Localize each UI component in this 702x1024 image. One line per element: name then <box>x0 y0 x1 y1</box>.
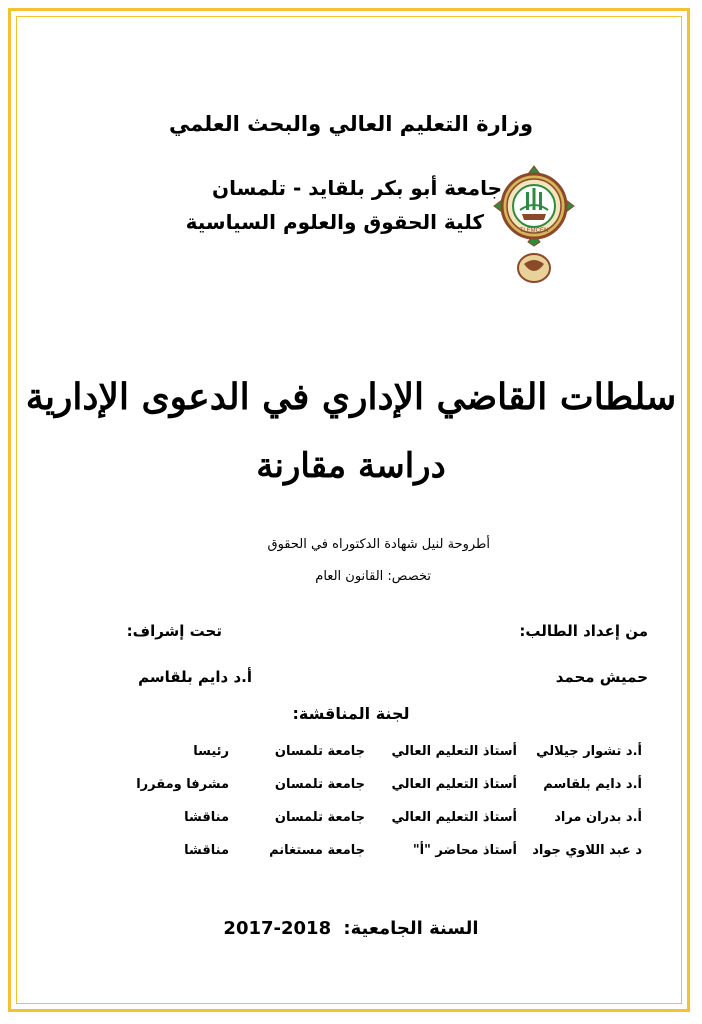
member-rank: أستاذ التعليم العالي <box>391 744 517 759</box>
committee-member-row <box>0 744 702 764</box>
prepared-by-label: من إعداد الطالب: <box>519 622 648 640</box>
university-logo <box>488 160 580 288</box>
thesis-purpose: أطروحة لنيل شهادة الدكتوراه في الحقوق <box>267 537 490 552</box>
logo-text: TLEMCEN <box>519 228 549 234</box>
academic-year-label: السنة الجامعية: <box>343 918 479 939</box>
ministry-title: وزارة التعليم العالي والبحث العلمي <box>168 112 534 136</box>
member-rank: أستاذ التعليم العالي <box>391 777 517 792</box>
member-university: جامعة مستغانم <box>269 843 365 858</box>
committee-member-row <box>0 810 702 830</box>
student-name: حميش محمد <box>555 668 648 686</box>
university-emblem-icon <box>488 160 580 288</box>
member-name: أ.د بدران مراد <box>554 810 642 825</box>
member-name: أ.د تشوار جيلالي <box>536 744 642 759</box>
committee-member-row <box>0 843 702 863</box>
thesis-specialty: تخصص: القانون العام <box>315 569 431 584</box>
member-role: رئيسا <box>193 744 229 759</box>
committee-heading: لجنة المناقشة: <box>292 704 410 723</box>
supervisor-name: أ.د دايم بلقاسم <box>138 668 252 686</box>
faculty-name: كلية الحقوق والعلوم السياسية <box>185 210 484 234</box>
thesis-title: سلطات القاضي الإداري في الدعوى الإدارية <box>25 376 677 418</box>
committee-member-row <box>0 777 702 797</box>
member-university: جامعة تلمسان <box>274 744 365 759</box>
member-name: د عبد اللاوي جواد <box>532 843 642 858</box>
thesis-subtitle: دراسة مقارنة <box>256 446 446 486</box>
member-role: مشرفا ومقررا <box>136 777 229 792</box>
member-university: جامعة تلمسان <box>274 777 365 792</box>
university-name: جامعة أبو بكر بلقايد - تلمسان <box>212 176 502 200</box>
member-rank: أستاذ محاضر "أ" <box>412 843 517 858</box>
member-university: جامعة تلمسان <box>274 810 365 825</box>
member-name: أ.د دايم بلقاسم <box>543 777 642 792</box>
member-rank: أستاذ التعليم العالي <box>391 810 517 825</box>
academic-year <box>0 918 702 939</box>
member-role: مناقشا <box>184 810 229 825</box>
academic-year-value: 2017-2018 <box>223 918 332 939</box>
member-role: مناقشا <box>184 843 229 858</box>
supervision-label: تحت إشراف: <box>126 622 222 640</box>
